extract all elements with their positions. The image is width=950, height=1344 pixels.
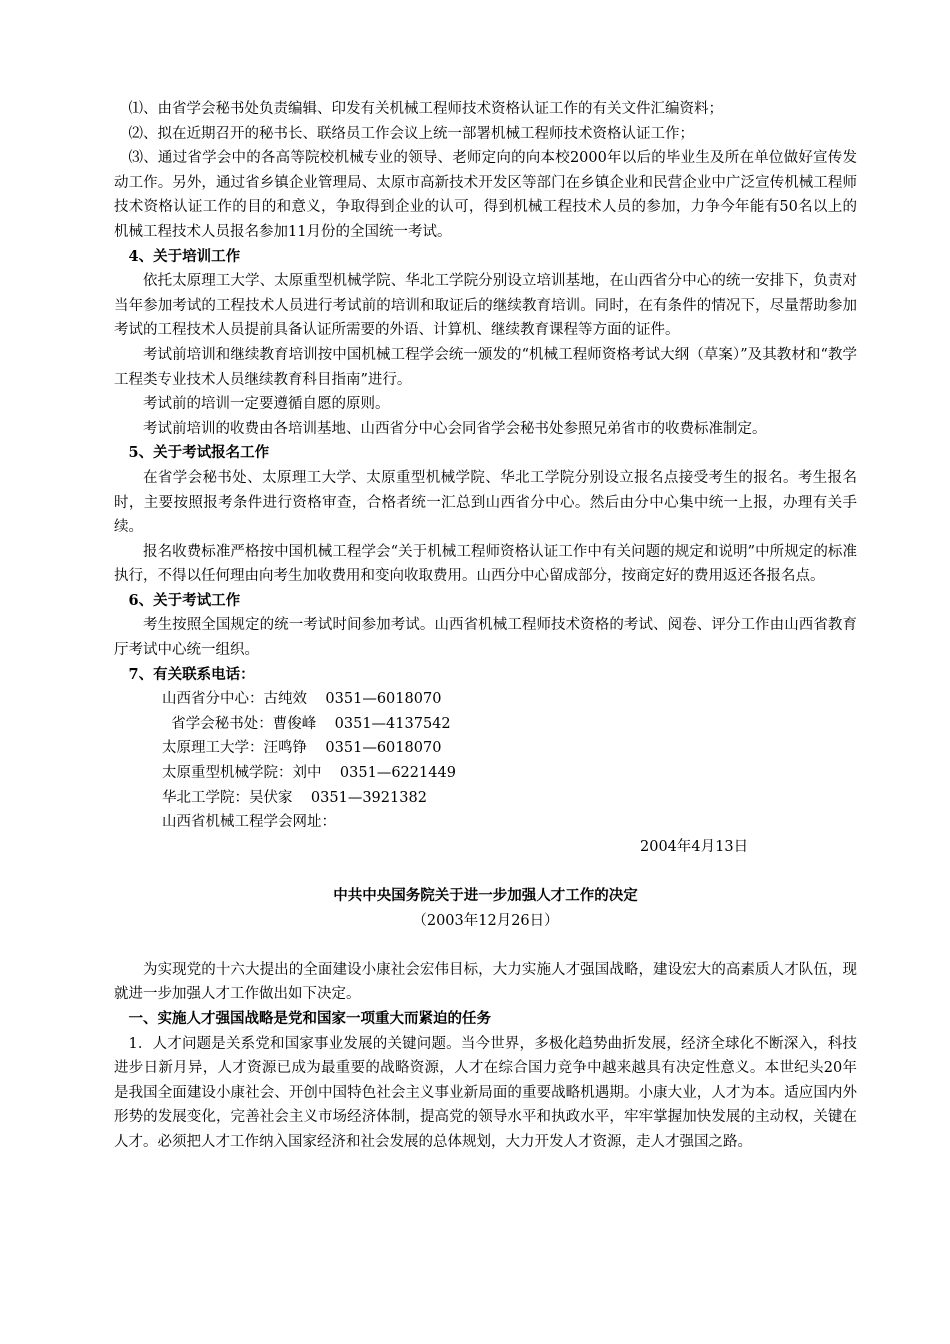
decision-date: （2003年12月26日） [412, 912, 559, 929]
item-1: ⑴、由省学会秘书处负责编辑、印发有关机械工程师技术资格认证工作的有关文件汇编资料； [128, 101, 723, 117]
contact-line: 太原重型机械学院：刘中 0351—6221449 [162, 765, 456, 782]
paragraph: 考试前培训的收费由各培训基地、山西省分中心会同省学会秘书处参照兄弟省市的收费标准制定。 [143, 420, 767, 437]
spacer [114, 859, 857, 884]
section-heading-contacts: 7、有关联系电话： [128, 665, 255, 683]
section-heading-exam: 6、关于考试工作 [128, 591, 241, 609]
contact-line: 太原理工大学：汪鸣铮 0351—6018070 [162, 740, 442, 757]
paragraph: 考试前培训和继续教育培训按中国机械工程学会统一颁发的“机械工程师资格考试大纲（草案）”及其教材和“教学工程类专业技术人员继续教育科目指南”进行。 [114, 346, 857, 388]
item-2: ⑵、拟在近期召开的秘书长、联络员工作会议上统一部署机械工程师技术资格认证工作； [128, 125, 694, 142]
decision-paragraph-1: 1．人才问题是关系党和国家事业发展的关键问题。当今世界，多极化趋势曲折发展，经济全球化不断深入，科技进步日新月异，人才资源已成为最重要的战略资源，人才在综合国力竞争中越来越具有决定性意义。本世纪头20年是我国全面建设小康社会、开创中国特色社会主义事业新局面的重要战略机遇期。小康大业，人才为本。适应国内外形势的发展变化，完善社会主义市场经济体制，提高党的领导水平和执政水平，牢牢掌握加快发展的主动权，关键在人才。必须把人才工作纳入国家经济和社会发展的总体规划，大力开发人才资源，走人才强国之路。 [114, 1035, 857, 1150]
decision-heading-1: 一、实施人才强国战略是党和国家一项重大而紧迫的任务 [128, 1009, 491, 1027]
spacer [114, 933, 857, 958]
contact-line: 山西省分中心：古纯效 0351—6018070 [162, 691, 442, 708]
paragraph: 在省学会秘书处、太原理工大学、太原重型机械学院、华北工学院分别设立报名点接受考生的报名。考生报名时，主要按照报考条件进行资格审查，合格者统一汇总到山西省分中心。然后由分中心集中统一上报，办理有关手续。 [114, 469, 857, 536]
paragraph: 考生按照全国规定的统一考试时间参加考试。山西省机械工程师技术资格的考试、阅卷、评分工作由山西省教育厅考试中心统一组织。 [114, 617, 857, 659]
section-heading-registration: 5、关于考试报名工作 [128, 444, 270, 462]
contact-line: 省学会秘书处：曹俊峰 0351—4137542 [162, 715, 451, 732]
contact-line: 山西省机械工程学会网址： [162, 814, 336, 831]
paragraph: 考试前的培训一定要遵循自愿的原则。 [143, 396, 390, 413]
decision-title: 中共中央国务院关于进一步加强人才工作的决定 [333, 887, 638, 904]
document-date: 2004年4月13日 [640, 838, 749, 855]
paragraph: 依托太原理工大学、太原重型机械学院、华北工学院分别设立培训基地，在山西省分中心的统一安排下，负责对当年参加考试的工程技术人员进行考试前的培训和取证后的继续教育培训。同时，在有条件的情况下，尽量帮助参加考试的工程技术人员提前具备认证所需要的外语、计算机、继续教育课程等方面的证件。 [114, 273, 857, 339]
section-heading-training: 4、关于培训工作 [128, 247, 241, 265]
item-3: ⑶、通过省学会中的各高等院校机械专业的领导、老师定向的向本校2000年以后的毕业生及所在单位做好宣传发动工作。另外，通过省乡镇企业管理局、太原市高新技术开发区等部门在乡镇企业和民营企业中广泛宣传机械工程师技术资格认证工作的目的和意义，争取得到企业的认可，得到机械工程技术人员的参加，力争今年能有50名以上的机械工程技术人员报名参加11月份的全国统一考试。 [114, 150, 857, 240]
decision-intro: 为实现党的十六大提出的全面建设小康社会宏伟目标，大力实施人才强国战略，建设宏大的高素质人才队伍，现就进一步加强人才工作做出如下决定。 [114, 961, 857, 1003]
paragraph: 报名收费标准严格按中国机械工程学会“关于机械工程师资格认证工作中有关问题的规定和说明”中所规定的标准执行，不得以任何理由向考生加收费用和变向收取费用。山西分中心留成部分，按商定好的费用返还各报名点。 [114, 543, 857, 585]
contact-line: 华北工学院：吴伏家 0351—3921382 [162, 789, 427, 806]
